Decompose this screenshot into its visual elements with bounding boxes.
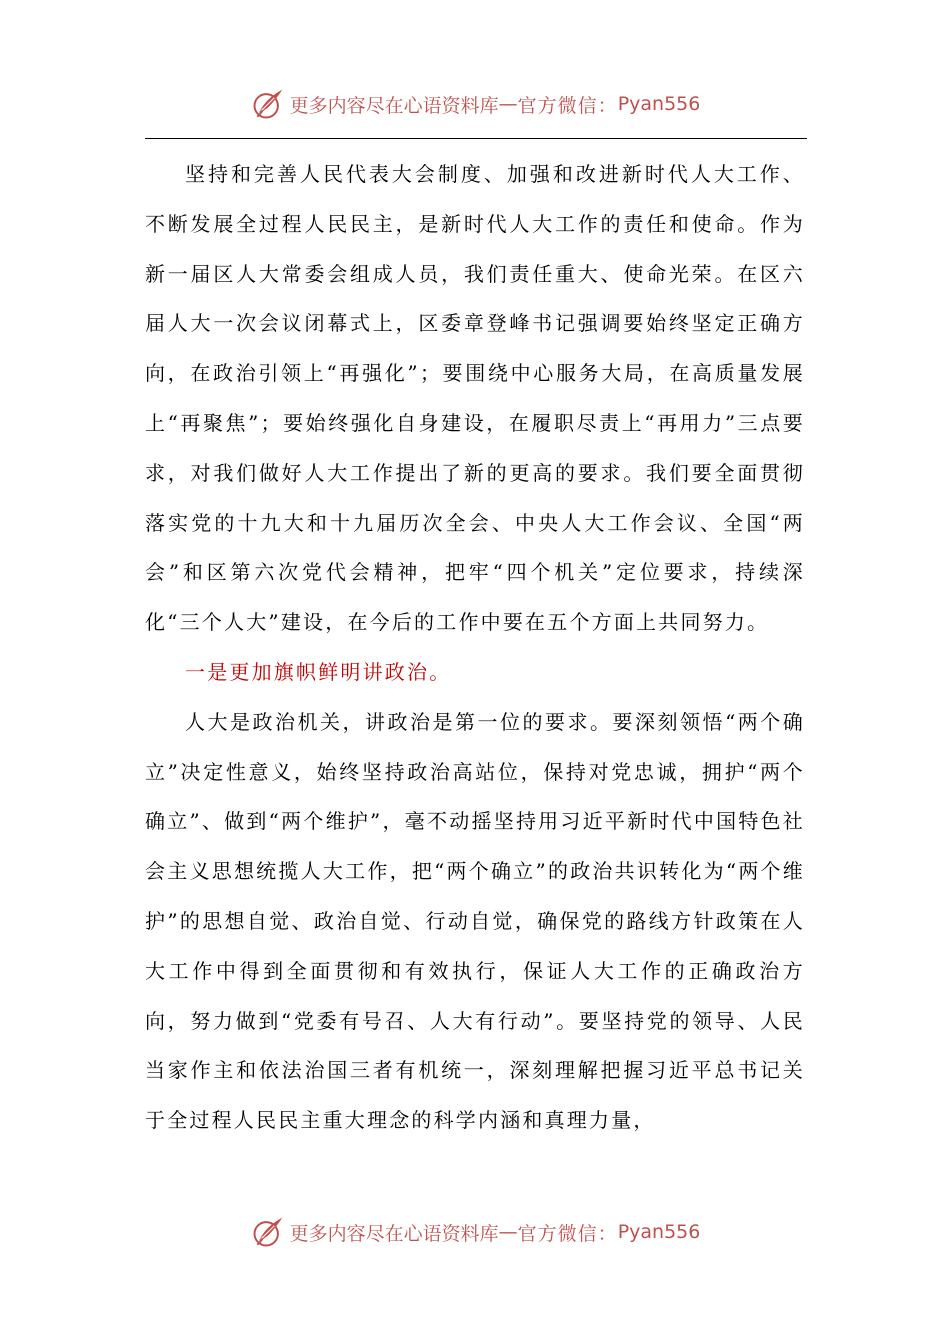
section-heading: 一是更加旗帜鲜明讲政治。: [185, 659, 452, 684]
document-body: [145, 150, 805, 1146]
banner-dash: —: [498, 1221, 518, 1243]
banner-wechat-handle: Pyan556: [617, 93, 701, 115]
header-divider: [145, 138, 807, 139]
footer-banner: [0, 1212, 950, 1252]
header-banner: [0, 84, 950, 124]
body-paragraph: 人大是政治机关，讲政治是第一位的要求。要深刻领悟“两个确立”决定性意义，始终坚持政治高站位，保持对党忠诚，拥护“两个确立”、做到“两个维护”，毫不动摇坚持用习近平新时代中国特色社会主义思想统揽人大工作，把“两个确立”的政治共识转化为“两个维护”的思想自觉、政治自觉、行动自觉，确保党的路线方针政策在人大工作中得到全面贯彻和有效执行，保证人大工作的正确政治方向，努力做到“党委有号召、人大有行动”。要坚持党的领导、人民当家作主和依法治国三者有机统一，深刻理解把握习近平总书记关于全过程人民民主重大理念的科学内涵和真理力量，: [145, 709, 805, 1133]
body-paragraph: 坚持和完善人民代表大会制度、加强和改进新时代人大工作、不断发展全过程人民民主，是新时代人大工作的责任和使命。作为新一届区人大常委会组成人员，我们责任重大、使命光荣。在区六届人大一次会议闭幕式上，区委章登峰书记强调要始终坚定正确方向，在政治引领上“再强化”；要围绕中心服务大局，在高质量发展上“再聚焦”；要始终强化自身建设，在履职尽责上“再用力”三点要求，对我们做好人大工作提出了新的更高的要求。我们要全面贯彻落实党的十九大和十九届历次全会、中央人大工作会议、全国“两会”和区第六次党代会精神，把牢“四个机关”定位要求，持续深化“三个人大”建设，在今后的工作中要在五个方面上共同努力。: [145, 162, 805, 635]
banner-account-label: 官方微信：: [517, 94, 618, 117]
banner-brand: 更多内容尽在心语资料库: [289, 94, 499, 117]
banner-brand: 更多内容尽在心语资料库: [289, 1222, 499, 1245]
quill-logo-icon: [250, 86, 286, 122]
banner-account-label: 官方微信：: [517, 1222, 618, 1245]
banner-wechat-handle: Pyan556: [617, 1221, 701, 1243]
quill-logo-icon: [250, 1214, 286, 1250]
banner-dash: —: [498, 93, 518, 115]
